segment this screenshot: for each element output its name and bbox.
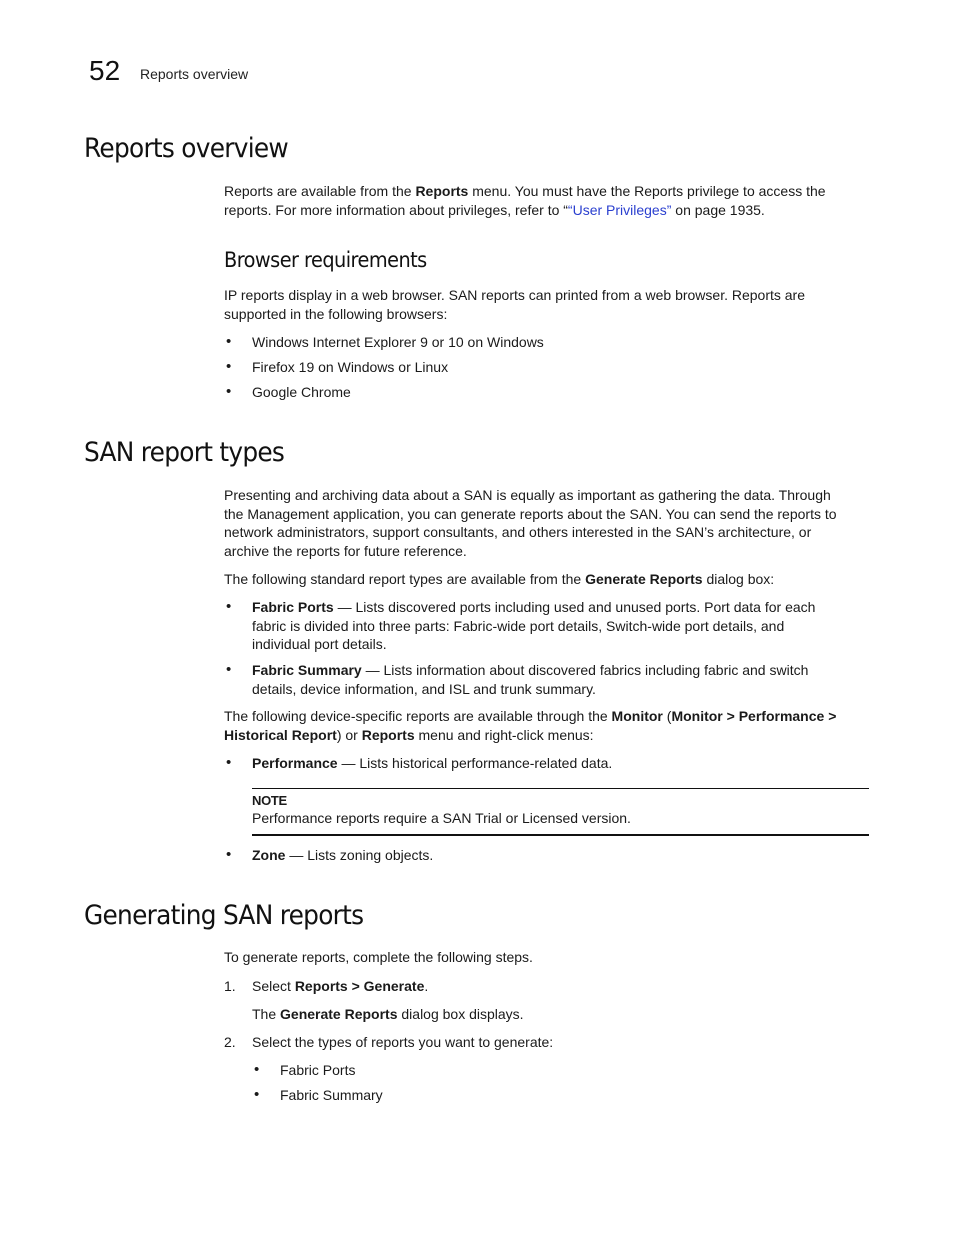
browser-requirements-paragraph [224, 286, 869, 323]
list-item [224, 383, 869, 402]
text: menu and right-click menus: [414, 726, 594, 743]
bullet-icon: • [226, 661, 232, 678]
text: network administrators, support consultants, and others interested in the SAN’s architecture, or [224, 524, 812, 541]
text: the Management application, you can generate reports about the SAN. You can send the reports to [224, 505, 837, 522]
standard-reports-paragraph [224, 570, 869, 589]
performance-label: Performance [252, 755, 338, 771]
heading-san-report-types: SAN report types [84, 437, 285, 468]
chapter-number: 52 [89, 55, 121, 86]
list-item-text: Fabric Ports [280, 1062, 356, 1078]
list-item-text [252, 598, 869, 654]
list-item [224, 598, 869, 654]
text: — Lists zoning objects. [285, 847, 434, 863]
list-item-text [252, 661, 869, 698]
list-item [252, 1086, 869, 1105]
running-header-title: Reports overview [140, 66, 249, 82]
bullet-icon: • [226, 358, 232, 375]
text: ) or [336, 726, 362, 743]
list-item [252, 1061, 869, 1080]
bullet-icon: • [254, 1086, 260, 1103]
text: dialog box: [702, 571, 775, 587]
user-privileges-link[interactable]: “User Privileges” [567, 201, 672, 218]
heading-reports-overview: Reports overview [84, 133, 289, 164]
list-item-text [252, 754, 869, 773]
list-item [224, 661, 869, 698]
text: on page 1935. [671, 201, 765, 218]
text: — Lists information about discovered fabrics including fabric and switch [361, 662, 809, 678]
heading-browser-requirements: Browser requirements [224, 248, 427, 272]
monitor-menu-ref: Monitor [611, 708, 663, 724]
generating-intro: To generate reports, complete the following steps. [224, 949, 533, 965]
bullet-icon: • [226, 333, 232, 350]
text: The [252, 1006, 281, 1022]
text: menu. You must have the Reports privilege to access the [468, 183, 826, 199]
heading-generating-san-reports: Generating SAN reports [84, 900, 364, 931]
san-report-types-paragraph [224, 486, 869, 561]
list-item [224, 846, 869, 865]
step-result-text [252, 1005, 869, 1024]
list-item-text: Windows Internet Explorer 9 or 10 on Windows [252, 334, 544, 350]
generate-reports-ref: Generate Reports [280, 1006, 398, 1022]
zone-label: Zone [252, 847, 286, 863]
note-label: NOTE [252, 793, 287, 808]
historical-report-ref: Historical Report [224, 726, 337, 743]
step-number: 2. [224, 1034, 236, 1050]
bullet-icon: • [226, 598, 232, 615]
text: supported in the following browsers: [224, 305, 448, 322]
text: IP reports display in a web browser. SAN reports can printed from a web browser. Reports are [224, 287, 806, 303]
text: dialog box displays. [397, 1006, 524, 1022]
device-reports-paragraph [224, 707, 869, 744]
reports-menu-ref: Reports [415, 183, 469, 199]
bullet-icon: • [226, 846, 232, 863]
generate-reports-ref: Generate Reports [585, 571, 703, 587]
text: reports. For more information about privileges, refer to “ [224, 201, 568, 218]
list-item-text: Firefox 19 on Windows or Linux [252, 359, 449, 375]
list-item [224, 358, 869, 377]
text: individual port details. [252, 636, 387, 653]
note-box [252, 788, 869, 836]
step-1-result [224, 1005, 869, 1024]
bullet-icon: • [226, 383, 232, 400]
step-number: 1. [224, 978, 236, 994]
list-item-text: Google Chrome [252, 384, 351, 400]
text: Reports are available from the [224, 183, 416, 199]
reports-menu-ref: Reports [361, 726, 415, 743]
text: — Lists historical performance-related data. [337, 755, 613, 771]
text: details, device information, and ISL and trunk summary. [252, 680, 596, 697]
monitor-path-ref: Monitor > Performance > [671, 708, 837, 724]
text: Presenting and archiving data about a SAN is equally as important as gathering the data. Through [224, 487, 831, 503]
list-item [224, 754, 869, 773]
bullet-icon: • [226, 754, 232, 771]
fabric-ports-label: Fabric Ports [252, 599, 334, 615]
text: fabric is divided into three parts: Fabric-wide port details, Switch-wide port details, and [252, 617, 785, 634]
list-item [224, 333, 869, 352]
bullet-icon: • [254, 1061, 260, 1078]
text: ( [662, 708, 672, 724]
text: . [424, 978, 429, 994]
list-item-text [252, 846, 869, 865]
reports-generate-ref: Reports > Generate [294, 978, 425, 994]
fabric-summary-label: Fabric Summary [252, 662, 362, 678]
text: The following standard report types are available from the [224, 571, 586, 587]
step-2 [224, 1033, 869, 1052]
text: Select [252, 978, 295, 994]
note-text: Performance reports require a SAN Trial or Licensed version. [252, 810, 631, 826]
reports-overview-paragraph [224, 182, 869, 219]
step-text [252, 977, 869, 996]
step-text: Select the types of reports you want to generate: [252, 1034, 554, 1050]
list-item-text: Fabric Summary [280, 1087, 383, 1103]
text: archive the reports for future reference. [224, 543, 467, 560]
text: — Lists discovered ports including used and unused ports. Port data for each [333, 599, 816, 615]
step-1 [224, 977, 869, 996]
text: The following device-specific reports are available through the [224, 708, 612, 724]
